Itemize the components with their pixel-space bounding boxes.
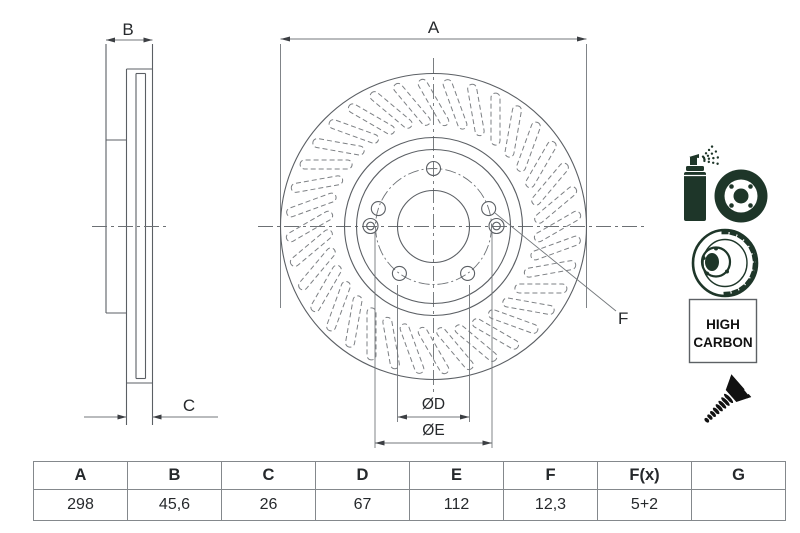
screw-threads xyxy=(700,392,735,427)
spec-value-b: 45,6 xyxy=(128,490,222,521)
high-carbon-line1: HIGH xyxy=(706,317,740,332)
spec-col-header-g: G xyxy=(692,462,786,490)
countersunk-screw-icon xyxy=(694,374,752,432)
spec-col-header-fx: F(x) xyxy=(598,462,692,490)
spec-value-fx: 5+2 xyxy=(598,490,692,521)
spec-value-a: 298 xyxy=(34,490,128,521)
dim-label-b: B xyxy=(122,20,134,39)
side-view-drawing xyxy=(84,20,218,425)
spec-col-header-c: C xyxy=(222,462,316,490)
spec-col-header-f: F xyxy=(504,462,598,490)
dim-label-c: C xyxy=(182,396,196,415)
spec-col-header-b: B xyxy=(128,462,222,490)
feature-icons xyxy=(684,145,768,432)
spec-value-c: 26 xyxy=(222,490,316,521)
spec-value-row xyxy=(34,490,786,521)
high-carbon-badge xyxy=(690,300,757,363)
spec-col-header-a: A xyxy=(34,462,128,490)
vented-disc-icon xyxy=(693,230,757,296)
dim-label-f: F xyxy=(618,309,629,328)
high-carbon-line2: CARBON xyxy=(693,335,753,350)
front-view-drawing xyxy=(258,18,648,448)
spec-value-f: 12,3 xyxy=(504,490,598,521)
spec-col-header-e: E xyxy=(410,462,504,490)
spec-value-e: 112 xyxy=(410,490,504,521)
spec-header-row xyxy=(34,462,786,490)
spray-coated-disc-icon xyxy=(684,145,768,222)
spec-value-g xyxy=(692,490,786,521)
dim-label-e: ØE xyxy=(422,422,445,439)
dim-label-d: ØD xyxy=(421,396,446,413)
spec-value-d: 67 xyxy=(316,490,410,521)
dim-label-a: A xyxy=(427,18,440,37)
spec-col-header-d: D xyxy=(316,462,410,490)
spray-mist xyxy=(702,145,719,165)
spec-table xyxy=(33,461,786,521)
